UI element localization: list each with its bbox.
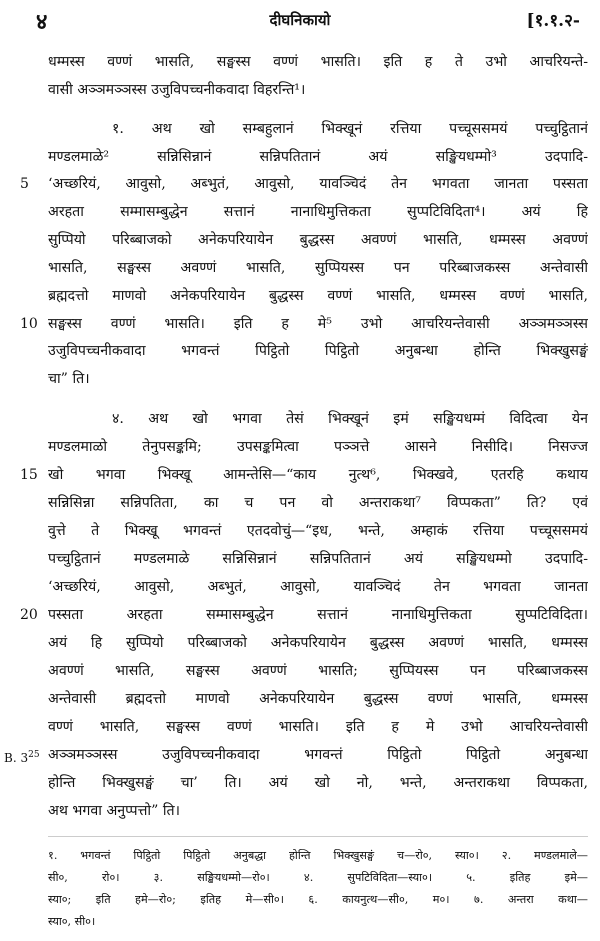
text-line: अथ भगवा अनुप्पत्तो” ति। [48,803,180,819]
text-line: चा” ति। [48,371,90,387]
text-line: अरहता सम्मासम्बुद्धेन सत्तानं नानाधिमुत्तिकता सुप्पटिविदिता⁴। अयं हि [48,204,588,220]
edition-page-marker [4,743,40,767]
text-line: अञ्ञमञ्ञस्स उजुविपच्चनीकवादा भगवन्तं पिट्ठितो पिट्ठितो अनुबन्धा [48,747,588,763]
text-line: वासी अञ्ञमञ्ञस्स उजुविपच्चनीकवादा विहरन्ति¹। [48,82,306,98]
text-line: ‘अच्छरियं, आवुसो, अब्भुतं, आवुसो, यावञ्चिदं तेन भगवता जानता [48,579,588,595]
running-title: दीघनिकायो [269,11,331,29]
page-header [0,6,600,35]
text-line: वुत्ते ते भिक्खू भगवन्तं एतदवोचुं—“इध, भन्ते, अम्हाकं रत्तिया पच्चूससमयं [48,523,588,539]
text-line: पच्चुट्ठितानं मण्डलमाळे सन्निसिन्नानं सन्निपतितानं अयं सङ्खियधम्मो उदपादि- [48,551,588,567]
edition-ref: B. 3 [4,751,29,765]
section-reference: [१.१.२- [526,11,580,31]
text-line: ‘अच्छरियं, आवुसो, अब्भुतं, आवुसो, यावञ्चिदं तेन भगवता जानता पस्सता [48,176,588,192]
page-number: ४ [36,9,48,35]
text-line: सङ्घस्स वण्णं भासति। इति ह मे⁵ उभो आचरियन्तेवासी अञ्ञमञ्ञस्स [48,316,588,332]
text-line: वण्णं भासति, सङ्घस्स वण्णं भासति। इति ह मे उभो आचरियन्तेवासी [48,719,588,735]
footnote-divider [48,836,588,837]
line-number: 5 [20,176,29,192]
text-line: अन्तेवासी ब्रह्मदत्तो माणवो अनेकपरियायेन बुद्धस्स वण्णं भासति, धम्मस्स [48,691,588,707]
text-line: पस्सता अरहता सम्मासम्बुद्धेन सत्तानं नानाधिमुत्तिकता सुप्पटिविदिता। [48,607,588,623]
text-line: अयं हि सुप्पियो परिब्बाजको अनेकपरियायेन बुद्धस्स अवण्णं भासति, धम्मस्स [48,635,588,651]
line-number: 15 [20,467,38,483]
footnote-line: स्या०, सी०। [48,915,96,928]
footnote-line: १. भगवन्तं पिट्ठितो पिट्ठितो अनुबद्धा होन्ति भिक्खुसङ्घं च—रो०, स्या०। २. मण्डलमाले— [48,849,588,862]
line-number: 20 [20,607,38,623]
line-number: 25 [28,750,40,760]
footnote-line: सी०, रो०। ३. सङ्खियधम्मो—रो०। ४. सुपटिविदिता—स्या०। ५. इतिह इमे— [48,871,588,884]
text-line: होन्ति भिक्खुसङ्घं चा’ ति। अयं खो नो, भन्ते, अन्तराकथा विप्पकता, [48,775,588,791]
text-line: ४. अथ खो भगवा तेसं भिक्खूनं इमं सङ्खियधम्मं विदित्वा येन [112,411,588,427]
text-line: ब्रह्मदत्तो माणवो अनेकपरियायेन बुद्धस्स वण्णं भासति, धम्मस्स वण्णं भासति, [48,288,588,304]
text-line: सन्निसिन्ना सन्निपतिता, का च पन वो अन्तराकथा⁷ विप्पकता” ति? एवं [48,495,588,511]
text-line: धम्मस्स वण्णं भासति, सङ्घस्स वण्णं भासति। इति ह ते उभो आचरियन्ते- [48,54,588,70]
text-line: भासति, सङ्घस्स अवण्णं भासति, सुप्पियस्स पन परिब्बाजकस्स अन्तेवासी [48,260,588,276]
text-line: १. अथ खो सम्बहुलानं भिक्खूनं रत्तिया पच्चूससमयं पच्चुट्ठितानं [112,121,588,137]
text-line: खो भगवा भिक्खू आमन्तेसि—“काय नुत्थ⁶, भिक्खवे, एतरहि कथाय [48,467,588,483]
text-line: उजुविपच्चनीकवादा भगवन्तं पिट्ठितो पिट्ठितो अनुबन्धा होन्ति भिक्खुसङ्घं [48,343,588,359]
footnote-line: स्या०; इति हमे—रो०; इतिह मे—सी०। ६. कायनुत्थ—सी०, म०। ७. अन्तरा कथा— [48,893,588,906]
line-number: 10 [20,316,38,332]
text-line: अवण्णं भासति, सङ्घस्स अवण्णं भासति; सुप्पियस्स पन परिब्बाजकस्स [48,663,588,679]
text-line: मण्डलमाळो तेनुपसङ्कमि; उपसङ्कमित्वा पञ्ञत्ते आसने निसीदि। निसज्ज [48,439,588,455]
text-line: मण्डलमाळे² सन्निसिन्नानं सन्निपतितानं अयं सङ्खियधम्मो³ उदपादि- [48,149,588,165]
text-line: सुप्पियो परिब्बाजको अनेकपरियायेन बुद्धस्स अवण्णं भासति, धम्मस्स अवण्णं [48,232,588,248]
